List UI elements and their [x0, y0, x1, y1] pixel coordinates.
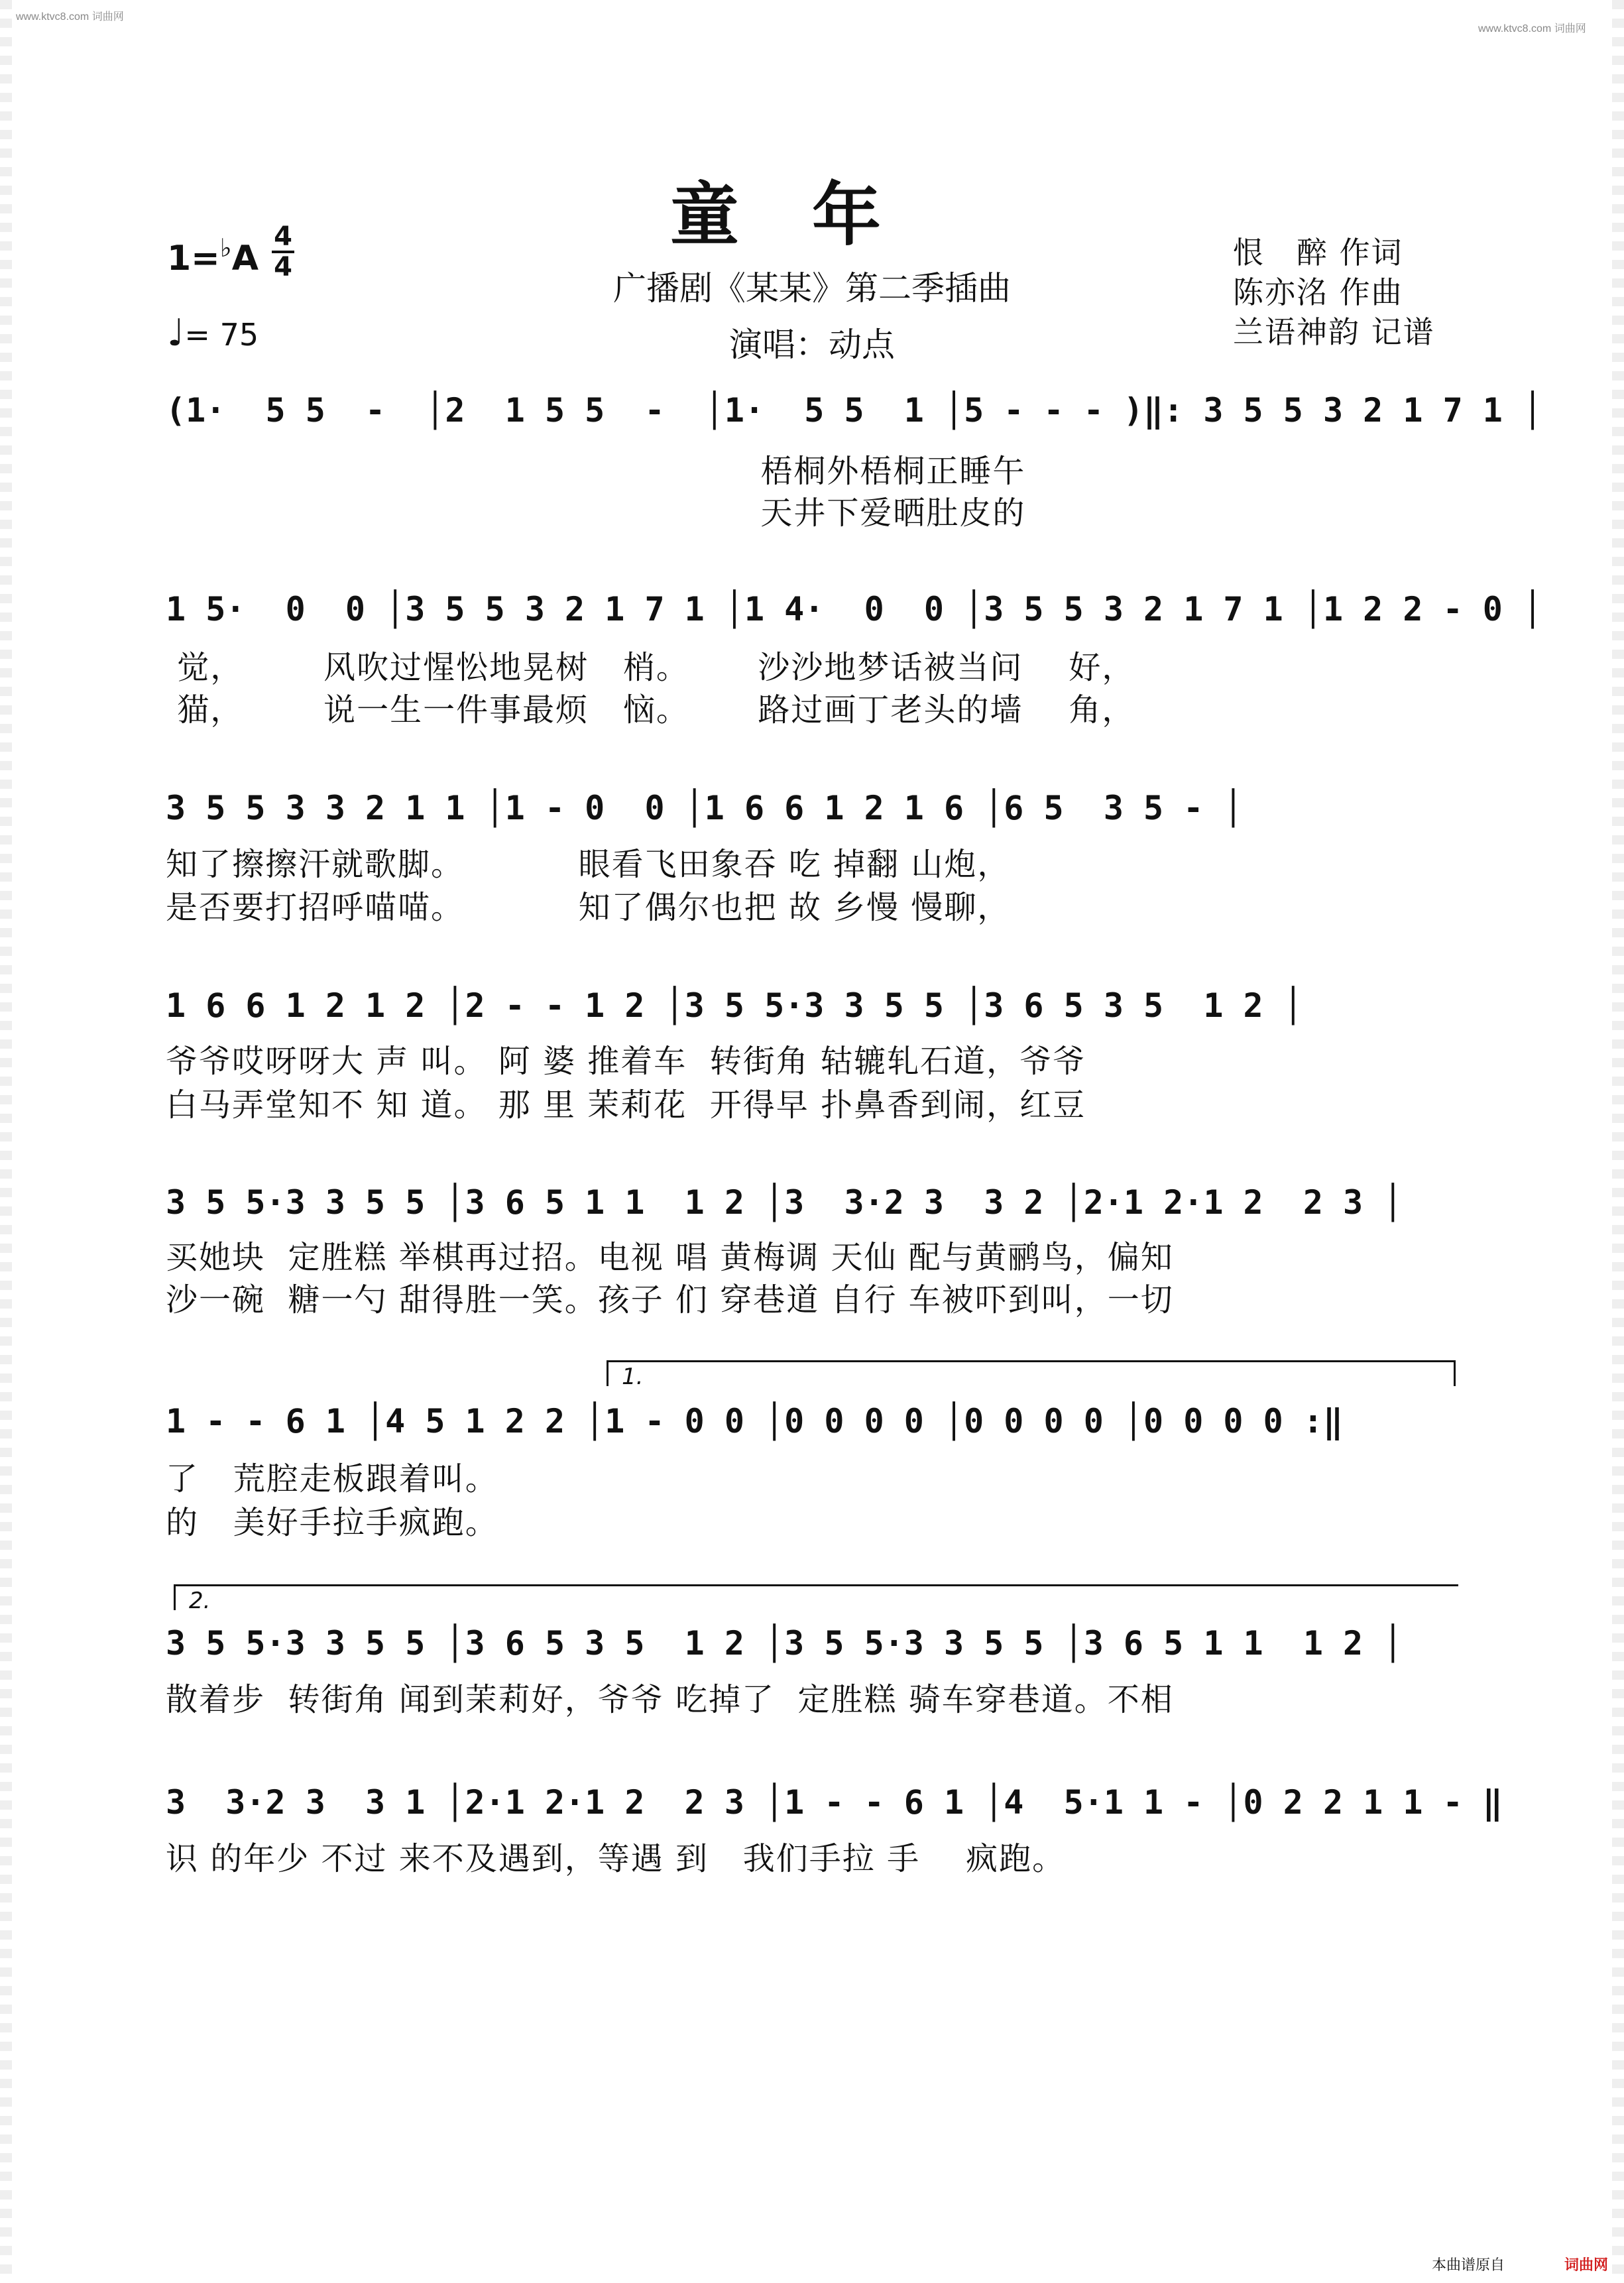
footer-brand: 词曲网 — [1564, 2257, 1609, 2274]
lyrics-line-4-verse-1: 爷爷哎呀呀大 声 叫。 阿 婆 推着车 转街角 轱辘轧石道，爷爷 — [166, 1043, 1086, 1080]
lyrics-line-6-verse-1: 了 荒腔走板跟着叫。 — [166, 1460, 498, 1497]
volta-bracket-2: 2. — [174, 1584, 1458, 1610]
lyrics-line-8: 识 的年少 不过 来不及遇到，等遇 到 我们手拉 手 疯跑。 — [166, 1840, 1066, 1877]
lyrics-line-2-verse-2: 猫， 说一生一件事最烦 恼。 路过画丁老头的墙 角， — [166, 691, 1135, 729]
time-bottom: 4 — [274, 252, 292, 282]
flat-icon: ♭ — [219, 233, 232, 263]
quarter-note-icon: ♩ — [167, 312, 185, 355]
notation-line-1: (1· 5 5 - │2 1 5 5 - │1· 5 5 1 │5 - - - )‖: 3 5 5 3 2 1 7 1 │ — [166, 391, 1543, 430]
notation-line-3: 3 5 5 3 3 2 1 1 │1 - 0 0 │1 6 6 1 2 1 6 │6 5 3 5 - │ — [166, 789, 1244, 827]
watermark-top-left: www.ktvc8.com 词曲网 — [16, 11, 124, 23]
notation-line-5: 3 5 5·3 3 5 5 │3 6 5 1 1 1 2 │3 3·2 3 3 2 │2·1 2·1 2 2 3 │ — [166, 1183, 1403, 1222]
time-signature — [272, 221, 294, 282]
singer: 演唱：动点 — [729, 325, 895, 364]
lyrics-line-6-verse-2: 的 美好手拉手疯跑。 — [166, 1504, 498, 1541]
footer-source-text: 本曲谱原自 — [1432, 2257, 1505, 2274]
time-top: 4 — [274, 221, 292, 252]
lyrics-line-2-verse-1: 觉， 风吹过惺忪地晃树 梢。 沙沙地梦话被当问 好， — [166, 649, 1135, 686]
notation-line-6: 1 - - 6 1 │4 5 1 2 2 │1 - 0 0 │0 0 0 0 │0 0 0 0 │0 0 0 0 :‖ — [166, 1402, 1344, 1440]
notation-line-8: 3 3·2 3 3 1 │2·1 2·1 2 2 3 │1 - - 6 1 │4 5·1 1 - │0 2 2 1 1 - ‖ — [166, 1783, 1503, 1822]
lyrics-line-3-verse-1: 知了擦擦汗就歌脚。 眼看飞田象吞 吃 掉翻 山炮， — [166, 846, 1011, 883]
credit-composer: 陈亦洺 作曲 — [1233, 274, 1403, 310]
watermark-top-right: www.ktvc8.com 词曲网 — [1478, 23, 1586, 34]
lyrics-line-4-verse-2: 白马弄堂知不 知 道。 那 里 茉莉花 开得早 扑鼻香到闹，红豆 — [166, 1086, 1086, 1124]
lyrics-line-7: 散着步 转街角 闻到茉莉好，爷爷 吃掉了 定胜糕 骑车穿巷道。不相 — [166, 1681, 1174, 1718]
page-title: 童年 — [669, 174, 954, 255]
credit-transcriber: 兰语神韵 记谱 — [1233, 314, 1435, 350]
lyrics-line-1-verse-2: 天井下爱晒肚皮的 — [166, 495, 1026, 532]
tempo-marking — [167, 312, 259, 355]
lyrics-line-5-verse-2: 沙一碗 糖一勺 甜得胜一笑。孩子 们 穿巷道 自行 车被吓到叫，一切 — [166, 1281, 1174, 1318]
notation-line-7: 3 5 5·3 3 5 5 │3 6 5 3 5 1 2 │3 5 5·3 3 5 5 │3 6 5 1 1 1 2 │ — [166, 1624, 1403, 1663]
lyrics-line-1-verse-1: 梧桐外梧桐正睡午 — [166, 453, 1026, 490]
tempo-value: = 75 — [184, 317, 259, 353]
subtitle: 广播剧《某某》第二季插曲 — [613, 269, 1011, 308]
volta-bracket-1: 1. — [607, 1360, 1456, 1386]
lyrics-line-3-verse-2: 是否要打招呼喵喵。 知了偶尔也把 故 乡慢 慢聊， — [166, 889, 1011, 926]
notation-line-2: 1 5· 0 0 │3 5 5 3 2 1 7 1 │1 4· 0 0 │3 5 5 3 2 1 7 1 │1 2 2 - 0 │ — [166, 590, 1543, 628]
key-prefix: 1= — [167, 239, 220, 278]
lyrics-line-5-verse-1: 买她块 定胜糕 举棋再过招。电视 唱 黄梅调 天仙 配与黄鹂鸟，偏知 — [166, 1239, 1174, 1276]
notation-line-4: 1 6 6 1 2 1 2 │2 - - 1 2 │3 5 5·3 3 5 5 │3 6 5 3 5 1 2 │ — [166, 986, 1303, 1025]
key-signature — [167, 233, 259, 278]
key-note: A — [231, 239, 259, 278]
credit-lyricist: 恨 醉 作词 — [1233, 235, 1403, 270]
